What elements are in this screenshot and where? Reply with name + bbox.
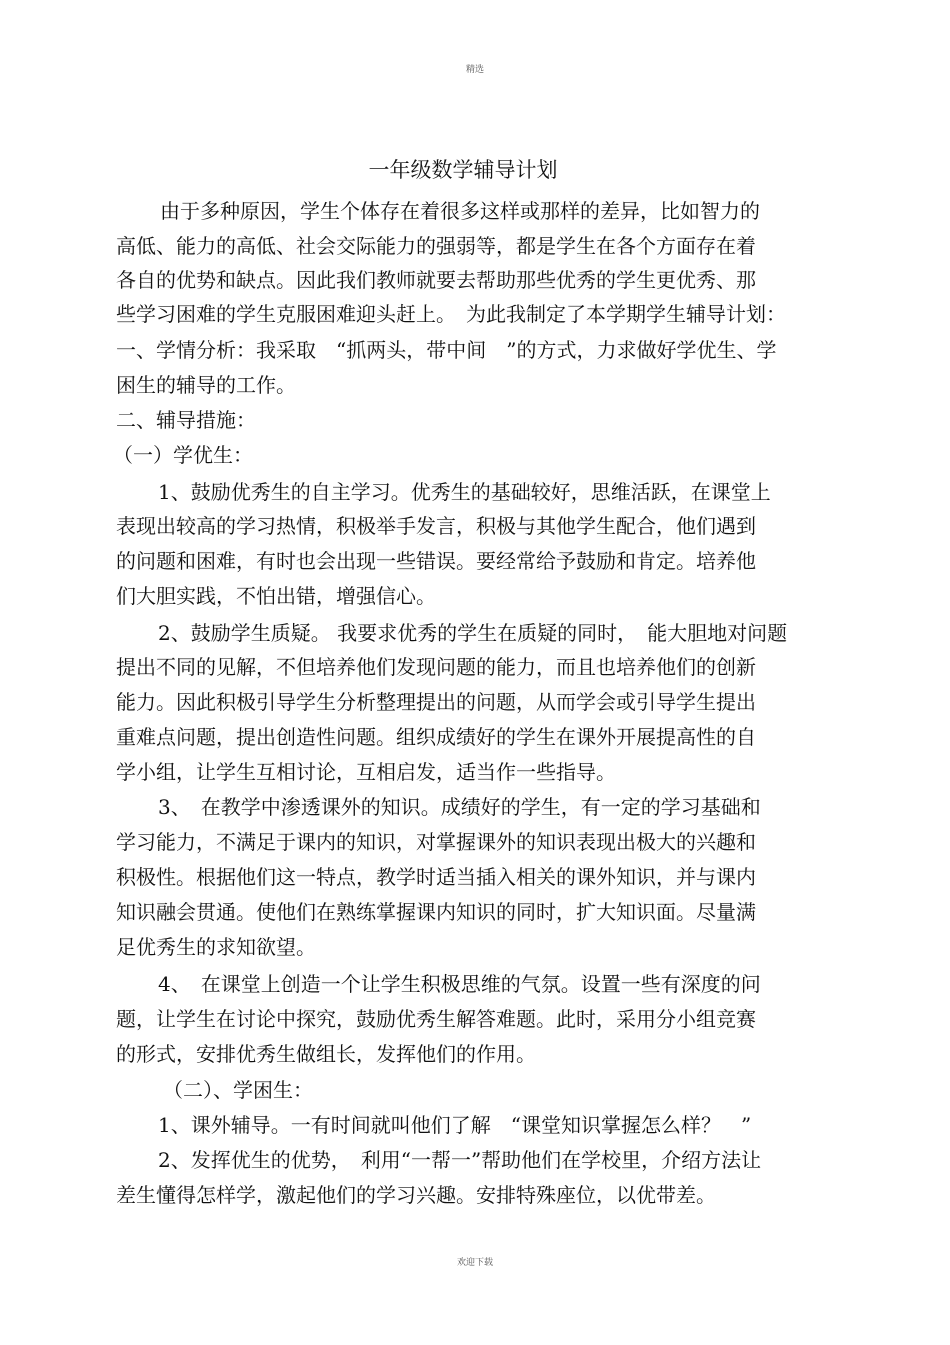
section-heading: 二、辅导措施： <box>116 408 256 432</box>
paragraph-line: 表现出较高的学习热情，积极举手发言，积极与其他学生配合，他们遇到 <box>116 514 756 538</box>
paragraph-line: 些学习困难的学生克服困难迎头赶上。 为此我制定了本学期学生辅导计划： <box>116 302 786 326</box>
paragraph-line: 1、课外辅导。一有时间就叫他们了解 “课堂知识掌握怎么样？ ” <box>158 1113 752 1137</box>
paragraph-line: 的问题和困难，有时也会出现一些错误。要经常给予鼓励和肯定。培养他 <box>116 549 756 573</box>
paragraph-line: 足优秀生的求知欲望。 <box>116 935 316 959</box>
subsection-heading: （二）、学困生： <box>163 1078 313 1102</box>
paragraph-line: 学习能力，不满足于课内的知识，对掌握课外的知识表现出极大的兴趣和 <box>116 830 756 854</box>
paragraph-line: 高低、能力的高低、社会交际能力的强弱等，都是学生在各个方面存在着 <box>116 234 756 258</box>
paragraph-line: 题，让学生在讨论中探究，鼓励优秀生解答难题。此时，采用分小组竞赛 <box>116 1007 756 1031</box>
paragraph-line: 3、 在教学中渗透课外的知识。成绩好的学生，有一定的学习基础和 <box>158 795 761 819</box>
paragraph-line: 2、鼓励学生质疑。 我要求优秀的学生在质疑的同时， 能大胆地对问题 <box>158 621 788 645</box>
paragraph-line: 提出不同的见解，不但培养他们发现问题的能力，而且也培养他们的创新 <box>116 655 756 679</box>
paragraph-line: 的形式，安排优秀生做组长，发挥他们的作用。 <box>116 1042 536 1066</box>
document-title: 一年级数学辅导计划 <box>368 158 558 182</box>
paragraph-line: 由于多种原因，学生个体存在着很多这样或那样的差异，比如智力的 <box>160 199 760 223</box>
paragraph-line: 各自的优势和缺点。因此我们教师就要去帮助那些优秀的学生更优秀、那 <box>116 268 756 292</box>
page-footer: 欢迎下载 <box>456 1258 493 1268</box>
paragraph-line: 能力。因此积极引导学生分析整理提出的问题，从而学会或引导学生提出 <box>116 690 756 714</box>
subsection-heading: （一）学优生： <box>113 443 253 467</box>
paragraph-line: 4、 在课堂上创造一个让学生积极思维的气氛。设置一些有深度的问 <box>158 972 761 996</box>
paragraph-line: 知识融会贯通。使他们在熟练掌握课内知识的同时，扩大知识面。尽量满 <box>116 900 756 924</box>
paragraph-line: 困生的辅导的工作。 <box>116 373 296 397</box>
paragraph-line: 学小组，让学生互相讨论，互相启发，适当作一些指导。 <box>116 760 616 784</box>
paragraph-line: 积极性。根据他们这一特点，教学时适当插入相关的课外知识，并与课内 <box>116 865 756 889</box>
paragraph-line: 1、鼓励优秀生的自主学习。优秀生的基础较好，思维活跃，在课堂上 <box>158 480 771 504</box>
paragraph-line: 2、发挥优生的优势， 利用“一帮一”帮助他们在学校里，介绍方法让 <box>158 1148 762 1172</box>
paragraph-line: 重难点问题，提出创造性问题。组织成绩好的学生在课外开展提高性的自 <box>116 725 756 749</box>
paragraph-line: 一、学情分析：我采取 “抓两头，带中间 ”的方式，力求做好学优生、学 <box>116 338 777 362</box>
paragraph-line: 差生懂得怎样学，激起他们的学习兴趣。安排特殊座位，以优带差。 <box>116 1183 716 1207</box>
page-header: 精选 <box>465 65 484 75</box>
paragraph-line: 们大胆实践，不怕出错，增强信心。 <box>116 584 436 608</box>
